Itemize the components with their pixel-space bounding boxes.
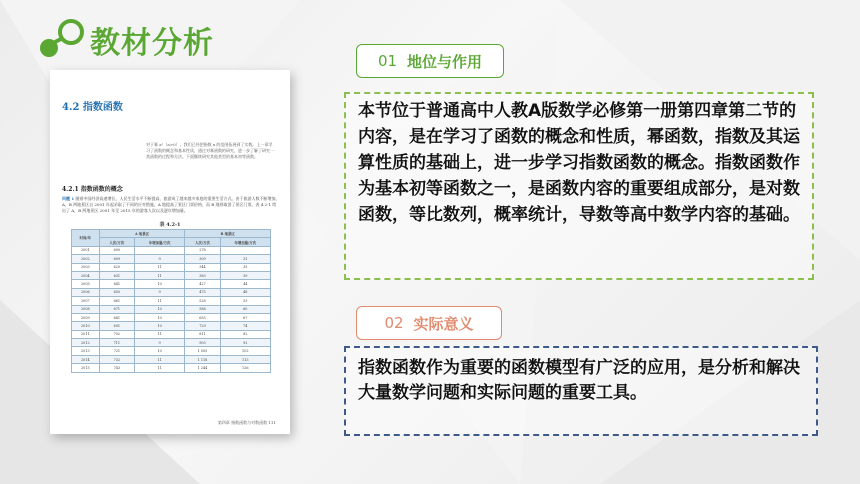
table-cell: 60 bbox=[220, 305, 270, 313]
table-cell: 655 bbox=[185, 313, 220, 321]
table-cell: 2007 bbox=[72, 297, 100, 305]
table-cell: 10 bbox=[134, 313, 184, 321]
table-cell: 74 bbox=[220, 322, 270, 330]
table-cell: 11 bbox=[134, 263, 184, 271]
table-cell: 10 bbox=[134, 322, 184, 330]
table-cell: 711 bbox=[99, 339, 134, 347]
table-cell: 729 bbox=[185, 322, 220, 330]
table-cell: 1 005 bbox=[185, 347, 220, 355]
table-cell: 631 bbox=[99, 271, 134, 279]
table-cell: 39 bbox=[220, 271, 270, 279]
table-cell: 126 bbox=[220, 364, 270, 372]
table-row bbox=[72, 280, 271, 288]
textbook-section-title: 4.2 指数函数 bbox=[62, 102, 123, 113]
table-row bbox=[72, 355, 271, 363]
page-title: 教材分析 bbox=[90, 26, 214, 61]
table-cell: 2013 bbox=[72, 347, 100, 355]
table-cell: 2012 bbox=[72, 339, 100, 347]
table-subheader: 年增加量/万次 bbox=[134, 238, 184, 246]
table-body bbox=[72, 246, 271, 372]
table-cell: 82 bbox=[220, 330, 270, 338]
table-header: B 地景区 bbox=[185, 230, 271, 238]
table-cell: 31 bbox=[220, 255, 270, 263]
table-cell: 344 bbox=[185, 263, 220, 271]
table-cell: 671 bbox=[99, 305, 134, 313]
practical-meaning-textbox: 指数函数作为重要的函数模型有广泛的应用，是分析和解决大量数学问题和实际问题的重要工具。 bbox=[344, 346, 818, 436]
table-cell: 811 bbox=[185, 330, 220, 338]
table-cell: 278 bbox=[185, 246, 220, 254]
table-cell: 10 bbox=[134, 347, 184, 355]
table-cell bbox=[220, 246, 270, 254]
table-cell: 35 bbox=[220, 263, 270, 271]
table-row bbox=[72, 305, 271, 313]
table-cell: 383 bbox=[185, 271, 220, 279]
table-cell: 2008 bbox=[72, 305, 100, 313]
two-circles-link-icon bbox=[38, 17, 84, 63]
table-cell: 2006 bbox=[72, 288, 100, 296]
table-cell: 620 bbox=[99, 263, 134, 271]
table-subheader: 人次/万次 bbox=[185, 238, 220, 246]
table-row bbox=[72, 347, 271, 355]
section-label: 实际意义 bbox=[413, 314, 474, 333]
table-cell: 641 bbox=[99, 280, 134, 288]
table-cell: 11 bbox=[134, 271, 184, 279]
table-cell: 9 bbox=[134, 255, 184, 263]
table-header: A 地景区 bbox=[99, 230, 185, 238]
table-cell: 691 bbox=[99, 322, 134, 330]
textbook-problem bbox=[62, 196, 280, 214]
table-cell: 2003 bbox=[72, 263, 100, 271]
table-cell: 48 bbox=[220, 288, 270, 296]
table-cell: 309 bbox=[185, 255, 220, 263]
section-label: 地位与作用 bbox=[407, 52, 483, 71]
table-cell: 702 bbox=[99, 330, 134, 338]
table-cell: 102 bbox=[220, 347, 270, 355]
table-cell: 10 bbox=[134, 305, 184, 313]
table-cell: 11 bbox=[134, 364, 184, 372]
table-row bbox=[72, 246, 271, 254]
position-role-textbox: 本节位于普通高中人教A版数学必修第一册第四章第二节的内容，是在学习了函数的概念和性质，幂函数，指数及其运算性质的基础上，进一步学习指数函数的概念。指数函数作为基本初等函数之一，是函数内容的重要组成部分，是对数函数，等比数列，概率统计，导数等高中数学内容的基础。 bbox=[344, 92, 814, 280]
table-cell: 2009 bbox=[72, 313, 100, 321]
header bbox=[38, 16, 214, 64]
table-cell: 661 bbox=[99, 297, 134, 305]
table-cell: 743 bbox=[99, 364, 134, 372]
table-cell: 650 bbox=[99, 288, 134, 296]
table-row bbox=[72, 364, 271, 372]
table-subheader: 人次/万次 bbox=[99, 238, 134, 246]
table-row bbox=[72, 339, 271, 347]
table-cell: 113 bbox=[220, 355, 270, 363]
table-cell: 528 bbox=[185, 297, 220, 305]
section-number: 01 bbox=[377, 52, 398, 70]
table-cell: 427 bbox=[185, 280, 220, 288]
table-cell: 2015 bbox=[72, 364, 100, 372]
table-cell: 903 bbox=[185, 339, 220, 347]
table-cell: 1 244 bbox=[185, 364, 220, 372]
table-cell: 2002 bbox=[72, 255, 100, 263]
table-cell: 92 bbox=[220, 339, 270, 347]
table-cell: 44 bbox=[220, 280, 270, 288]
table-cell: 681 bbox=[99, 313, 134, 321]
table-cell: 1 118 bbox=[185, 355, 220, 363]
table-row bbox=[72, 297, 271, 305]
table-title: 表 4.2-1 bbox=[159, 222, 181, 228]
table-cell: 2004 bbox=[72, 271, 100, 279]
table-cell: 10 bbox=[134, 280, 184, 288]
table-header: 时间/年 bbox=[72, 230, 100, 247]
table-cell: 9 bbox=[134, 339, 184, 347]
table-cell: 2010 bbox=[72, 322, 100, 330]
table-cell: 2014 bbox=[72, 355, 100, 363]
table-cell: 721 bbox=[99, 347, 134, 355]
problem-text: 随着中国经济高速增长，人民生活水平不断提高，旅游成了越来越多家庭的重要生活方式。由于旅游人数不断增加，A，B 两地景区自 2001 年起采取了不同的应对措施，A 地提高了景区门票价格，而 B 地则取消了景区门票。表 4.2-1 给出了 A，B 两地景区 2001 年至 2015 年的游客人次以及逐年增加量。 bbox=[62, 196, 280, 213]
problem-label: 问题 1 bbox=[62, 196, 75, 201]
table-row bbox=[72, 313, 271, 321]
table-cell: 11 bbox=[134, 297, 184, 305]
table-row bbox=[72, 288, 271, 296]
table-cell: 588 bbox=[185, 305, 220, 313]
textbook-page-footer: 第四章 指数函数与对数函数 111 bbox=[217, 420, 276, 425]
table-cell: 475 bbox=[185, 288, 220, 296]
table-cell: 2001 bbox=[72, 246, 100, 254]
table-row bbox=[72, 271, 271, 279]
textbook-subsection-title: 4.2.1 指数函数的概念 bbox=[62, 186, 123, 193]
data-table bbox=[71, 229, 271, 373]
table-cell: 600 bbox=[99, 246, 134, 254]
table-cell: 67 bbox=[220, 313, 270, 321]
section-tag-position-role bbox=[356, 44, 504, 78]
table-cell: 53 bbox=[220, 297, 270, 305]
table-cell: 9 bbox=[134, 288, 184, 296]
table-row bbox=[72, 330, 271, 338]
table-row bbox=[72, 322, 271, 330]
table-row bbox=[72, 263, 271, 271]
section-tag-practical-meaning bbox=[356, 306, 502, 340]
table-subheader: 年增加量/万次 bbox=[220, 238, 270, 246]
table-cell: 11 bbox=[134, 355, 184, 363]
textbook-intro: 对于幂 aˣ（a>0），我们已经把指数 x 的范围拓展到了实数。上一章学习了函数的概念和基本性质，通过对幂函数的研究，进一步了解了研究一类函数的过程和方法。下面继续研究其他类型的基本初等函数。 bbox=[146, 142, 274, 159]
table-cell: 2005 bbox=[72, 280, 100, 288]
textbook-page-image bbox=[50, 70, 290, 434]
section-number: 02 bbox=[384, 314, 404, 332]
table-cell: 609 bbox=[99, 255, 134, 263]
table-cell: 2011 bbox=[72, 330, 100, 338]
table-row bbox=[72, 255, 271, 263]
table-cell: 11 bbox=[134, 330, 184, 338]
table-cell: 732 bbox=[99, 355, 134, 363]
table-cell bbox=[134, 246, 184, 254]
